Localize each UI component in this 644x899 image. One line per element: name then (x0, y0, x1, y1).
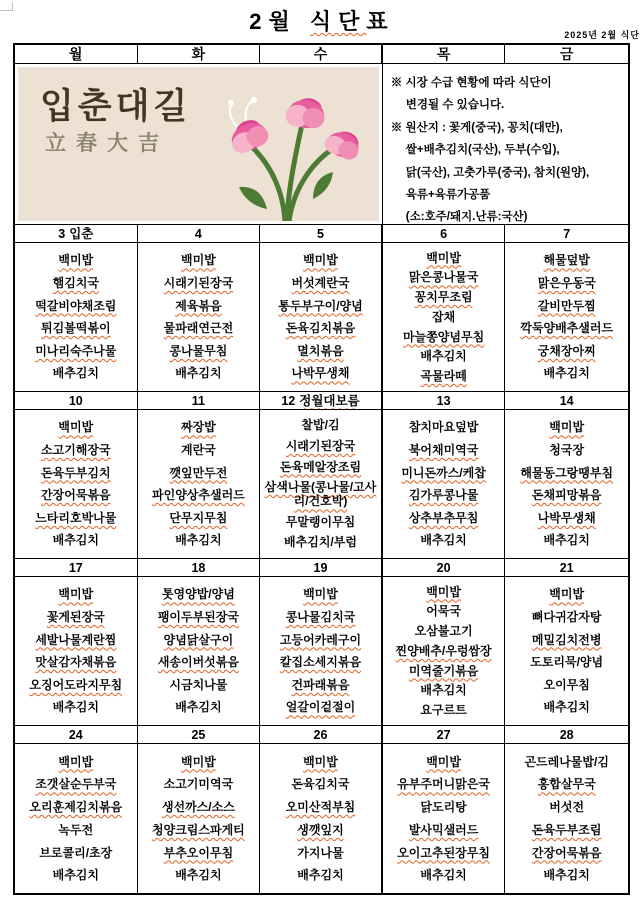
menu-item: 시금치나물 (169, 677, 228, 692)
menu-cell-6 (383, 243, 506, 392)
menu-item: 양념닭살구이 (163, 632, 234, 647)
menu-item: 부추오이무침 (163, 845, 234, 860)
menu-item: 통두부구이/양념 (278, 298, 363, 313)
note-text: 변경될 수 있습니다. (405, 99, 505, 112)
menu-cell-24 (15, 744, 138, 893)
menu-item: 북어채미역국 (408, 443, 479, 458)
menu-item: 떡갈비야채조림 (35, 298, 117, 313)
note-line (391, 139, 626, 161)
day-header-월: 월 (15, 45, 138, 64)
menu-item: 발사믹샐러드 (408, 822, 479, 837)
menu-item: 배추김치 (420, 349, 467, 364)
note-line (391, 117, 626, 139)
menu-item: 시래기된장국 (285, 438, 356, 453)
date-number: 18 (191, 560, 206, 575)
menu-item: 오이고추된장무침 (397, 845, 490, 860)
date-cell-4 (138, 225, 261, 243)
menu-item: 마늘쫑양념무침 (403, 329, 485, 344)
menu-item: 배추김치 (297, 868, 344, 883)
menu-item: 배추김치/부럼 (284, 535, 357, 550)
menu-item: 느타리호박나물 (35, 510, 117, 525)
date-cell-28 (505, 726, 628, 744)
date-number: 14 (559, 393, 574, 408)
date-cell-5 (260, 225, 383, 243)
menu-item: 돈육김치국 (291, 777, 350, 792)
menu-item: 간장어묵볶음 (41, 488, 111, 503)
menu-item: 배추김치 (543, 868, 590, 883)
menu-item: 파인양상추샐러드 (152, 488, 245, 503)
menu-item: 배추김치 (52, 700, 99, 715)
menu-item: 참치마요덮밥 (408, 420, 479, 435)
date-number: 10 (68, 393, 83, 408)
menu-item: 멸치볶음 (297, 343, 344, 358)
date-cell-14 (505, 392, 628, 410)
menu-cell-13 (383, 410, 506, 559)
menu-item: 버섯계란국 (291, 276, 350, 291)
date-number: 6 (440, 226, 448, 241)
menu-item: 백미밥 (181, 253, 216, 268)
menu-item: 나박무생채 (291, 366, 350, 381)
date-number: 25 (191, 727, 206, 742)
date-cell-7 (505, 225, 628, 243)
menu-item: 얼갈이겉절이 (285, 700, 356, 715)
spring-banner-image (18, 67, 379, 221)
note-line (391, 162, 626, 184)
date-number: 7 (563, 226, 571, 241)
menu-cell-4 (138, 243, 261, 392)
menu-item: 백미밥 (426, 584, 461, 599)
menu-item: 갈비만두찜 (537, 298, 596, 313)
date-cell-26 (260, 726, 383, 744)
date-cell-6 (383, 225, 506, 243)
menu-item: 닭도리탕 (420, 800, 467, 815)
date-number: 5 (317, 226, 324, 241)
menu-item: 오이무침 (543, 677, 590, 692)
menu-item: 소고기해장국 (41, 443, 111, 458)
menu-item: 백미밥 (58, 754, 94, 769)
menu-item: 새송이버섯볶음 (157, 655, 239, 670)
menu-item: 세발나물계란찜 (35, 632, 117, 647)
day-header-금: 금 (505, 45, 628, 64)
menu-item: 배추김치 (175, 366, 222, 381)
menu-item: 콩나물김치국 (285, 610, 356, 625)
menu-cell-20 (383, 577, 506, 726)
note-text: 닭(국산), 고춧가루(중국), 참치(원양), (405, 166, 590, 179)
menu-cell-12 (260, 410, 383, 559)
menu-item: 배추김치 (52, 868, 99, 883)
menu-item: 백미밥 (549, 420, 585, 435)
date-cell-12 (260, 392, 383, 410)
date-cell-24 (15, 726, 138, 744)
menu-item: 배추김치 (543, 700, 590, 715)
menu-item: 돈육김치볶음 (285, 321, 356, 336)
menu-item: 짜장밥 (181, 420, 216, 435)
menu-item: 브로콜리/초장 (39, 845, 113, 860)
date-cell-18 (138, 559, 261, 577)
note-line (391, 72, 626, 94)
menu-item: 배추김치 (52, 366, 99, 381)
menu-item: 시래기된장국 (163, 276, 234, 291)
menu-cell-10 (15, 410, 138, 559)
menu-item: 유부주머니맑은국 (397, 777, 490, 792)
date-cell-27 (383, 726, 506, 744)
date-number: 28 (559, 727, 574, 742)
banner-korean-greeting: 입춘대길 (40, 87, 192, 126)
date-cell-21 (505, 559, 628, 577)
menu-item: 맛살감자채볶음 (35, 655, 117, 670)
menu-cell-11 (138, 410, 261, 559)
menu-item: 미역줄기볶음 (408, 663, 479, 678)
menu-item: 배추김치 (420, 683, 467, 698)
menu-cell-17 (15, 577, 138, 726)
menu-item: 간장어묵볶음 (531, 845, 602, 860)
menu-item: 백미밥 (58, 253, 94, 268)
menu-item: 배추김치 (420, 868, 467, 883)
note-text: ※ 원산지 : 꽃게(중국), 꽁치(대만), (390, 121, 563, 134)
date-cell-20 (383, 559, 506, 577)
menu-item: 톳영양밥/양념 (161, 587, 235, 602)
menu-item: 깻잎만두전 (169, 465, 228, 480)
menu-item: 해물덮밥 (543, 253, 590, 268)
menu-item: 백미밥 (426, 754, 461, 769)
menu-item: 청국장 (549, 443, 585, 458)
menu-item: 잡채 (432, 309, 456, 324)
date-cell-13 (383, 392, 506, 410)
menu-item: 녹두전 (58, 822, 94, 837)
date-number: 26 (313, 727, 328, 742)
date-cell-11 (138, 392, 261, 410)
menu-item: 배추김치 (543, 533, 590, 548)
menu-item: 오삼불고기 (414, 624, 473, 639)
date-cell-10 (15, 392, 138, 410)
menu-item: 소고기미역국 (163, 777, 234, 792)
menu-item: 튀김볼떡볶이 (41, 321, 111, 336)
menu-item: 칼집소세지볶음 (279, 655, 362, 670)
menu-item: 오미산적부침 (285, 800, 356, 815)
menu-item: 조갯살순두부국 (35, 777, 117, 792)
menu-item: 배추김치 (52, 533, 99, 548)
menu-item: 오리훈제김치볶음 (29, 800, 123, 815)
page-title (0, 5, 644, 36)
menu-item: 돈육두부김치 (41, 465, 111, 480)
menu-item: 백미밥 (426, 250, 461, 265)
menu-cell-25 (138, 744, 261, 893)
menu-item: 맑은콩나물국 (408, 270, 479, 285)
menu-item: 무말랭이무침 (285, 514, 356, 529)
note-text: (소:호주/돼지.난류:국산) (405, 211, 528, 224)
day-header-수: 수 (260, 45, 383, 64)
menu-item: 꽁치무조림 (414, 290, 473, 305)
menu-item: 곡물라떼 (420, 369, 467, 384)
date-number: 21 (559, 560, 574, 575)
note-line (391, 94, 626, 116)
date-label: 정월대보름 (299, 393, 360, 408)
menu-item: 삼색나물(콩나물/고사리/건호박) (264, 480, 377, 509)
menu-cell-19 (260, 577, 383, 726)
menu-item: 어묵국 (426, 604, 461, 619)
menu-item: 미나리숙주나물 (35, 343, 117, 358)
menu-item: 찐양배추/우렁쌈장 (395, 643, 492, 658)
menu-item: 미니돈까스/케찹 (401, 465, 486, 480)
menu-item: 배추김치 (175, 868, 222, 883)
menu-item: 꽃게된장국 (46, 610, 105, 625)
menu-item: 고등어카레구이 (279, 632, 362, 647)
pink-flowers-icon (167, 85, 379, 221)
menu-cell-7 (505, 243, 628, 392)
menu-item: 생깻잎지 (297, 822, 344, 837)
menu-item: 돈채피망볶음 (531, 488, 602, 503)
menu-item: 백미밥 (58, 587, 94, 602)
menu-item: 돈육두부조림 (531, 822, 602, 837)
date-cell-19 (260, 559, 383, 577)
menu-item: 도토리묵/양념 (530, 655, 604, 670)
date-number: 12 (281, 393, 296, 408)
menu-item: 제육볶음 (175, 298, 222, 313)
menu-cell-5 (260, 243, 383, 392)
menu-item: 생선까스/소스 (161, 800, 235, 815)
menu-cell-18 (138, 577, 261, 726)
menu-item: 나박무생채 (537, 510, 596, 525)
menu-cell-14 (505, 410, 628, 559)
document-subtitle: 2025년 2월 식단 (564, 30, 640, 40)
menu-calendar-table (13, 43, 630, 895)
page-title-prefix: 2월 (249, 9, 310, 34)
date-cell-17 (15, 559, 138, 577)
note-text: ※ 시장 수급 현황에 따라 식단이 (390, 77, 552, 89)
menu-cell-27 (383, 744, 506, 893)
menu-item: 배추김치 (175, 700, 222, 715)
menu-item: 오징어도라지무침 (29, 677, 123, 692)
spring-banner-cell (15, 64, 383, 225)
menu-item: 궁채장아찌 (537, 343, 596, 358)
menu-item: 배추김치 (175, 533, 222, 548)
menu-item: 상추부추무침 (408, 510, 479, 525)
date-number: 4 (194, 226, 202, 241)
menu-item: 김가루콩나물 (408, 488, 479, 503)
menu-item: 청양크림스파게티 (152, 822, 245, 837)
menu-item: 계란국 (181, 443, 216, 458)
date-cell-25 (138, 726, 261, 744)
date-number: 19 (313, 560, 328, 575)
banner-hanja-greeting: 立春大吉 (45, 132, 169, 155)
menu-item: 백미밥 (549, 587, 585, 602)
date-number: 20 (436, 560, 451, 575)
menu-item: 콩나물무침 (169, 343, 228, 358)
note-text: 쌀+배추김치(국산), 두부(수입), (405, 144, 560, 157)
menu-cell-26 (260, 744, 383, 893)
menu-item: 배추김치 (420, 533, 467, 548)
menu-item: 뼈다귀감자탕 (531, 610, 602, 625)
date-number: 17 (68, 560, 83, 575)
menu-item: 햄김치국 (52, 276, 99, 291)
note-line (391, 206, 626, 225)
menu-item: 가지나물 (297, 845, 344, 860)
page-title-suffix: 표 (366, 9, 395, 34)
date-label: 입춘 (69, 226, 94, 241)
menu-item: 백미밥 (303, 587, 338, 602)
date-number: 11 (191, 393, 205, 408)
menu-item: 메밀김치전병 (531, 632, 602, 647)
menu-item: 팽이두부된장국 (157, 610, 239, 625)
menu-item: 백미밥 (58, 420, 94, 435)
menu-item: 단무지무침 (169, 510, 228, 525)
menu-item: 곤드레나물밥/김 (524, 754, 609, 769)
day-header-화: 화 (138, 45, 261, 64)
note-line (391, 184, 626, 206)
day-header-목: 목 (383, 45, 506, 64)
menu-item: 홍합살무국 (537, 777, 596, 792)
menu-item: 깍둑양배추샐러드 (520, 321, 614, 336)
menu-item: 백미밥 (303, 754, 338, 769)
menu-item: 해물동그랑땡부침 (520, 465, 614, 480)
menu-item: 돈육메알장조림 (279, 459, 362, 474)
note-text: 육류+육류가공품 (405, 189, 491, 202)
menu-item: 배추김치 (543, 366, 590, 381)
menu-item: 버섯전 (549, 800, 585, 815)
menu-item: 물파래연근전 (163, 321, 234, 336)
menu-cell-3 (15, 243, 138, 392)
menu-cell-28 (505, 744, 628, 893)
origin-notes-cell (383, 64, 628, 225)
page-title-underlined: 식단 (309, 9, 367, 34)
menu-item: 백미밥 (181, 754, 216, 769)
menu-item: 맑은우동국 (537, 276, 596, 291)
menu-item: 백미밥 (303, 253, 338, 268)
date-number: 13 (436, 393, 451, 408)
menu-item: 찰밥/김 (301, 418, 340, 433)
menu-item: 요구르트 (420, 703, 467, 718)
menu-item: 건파래볶음 (291, 677, 350, 692)
date-cell-3 (15, 225, 138, 243)
date-number: 27 (436, 727, 451, 742)
menu-cell-21 (505, 577, 628, 726)
date-number: 24 (68, 727, 83, 742)
date-number: 3 (58, 226, 66, 241)
